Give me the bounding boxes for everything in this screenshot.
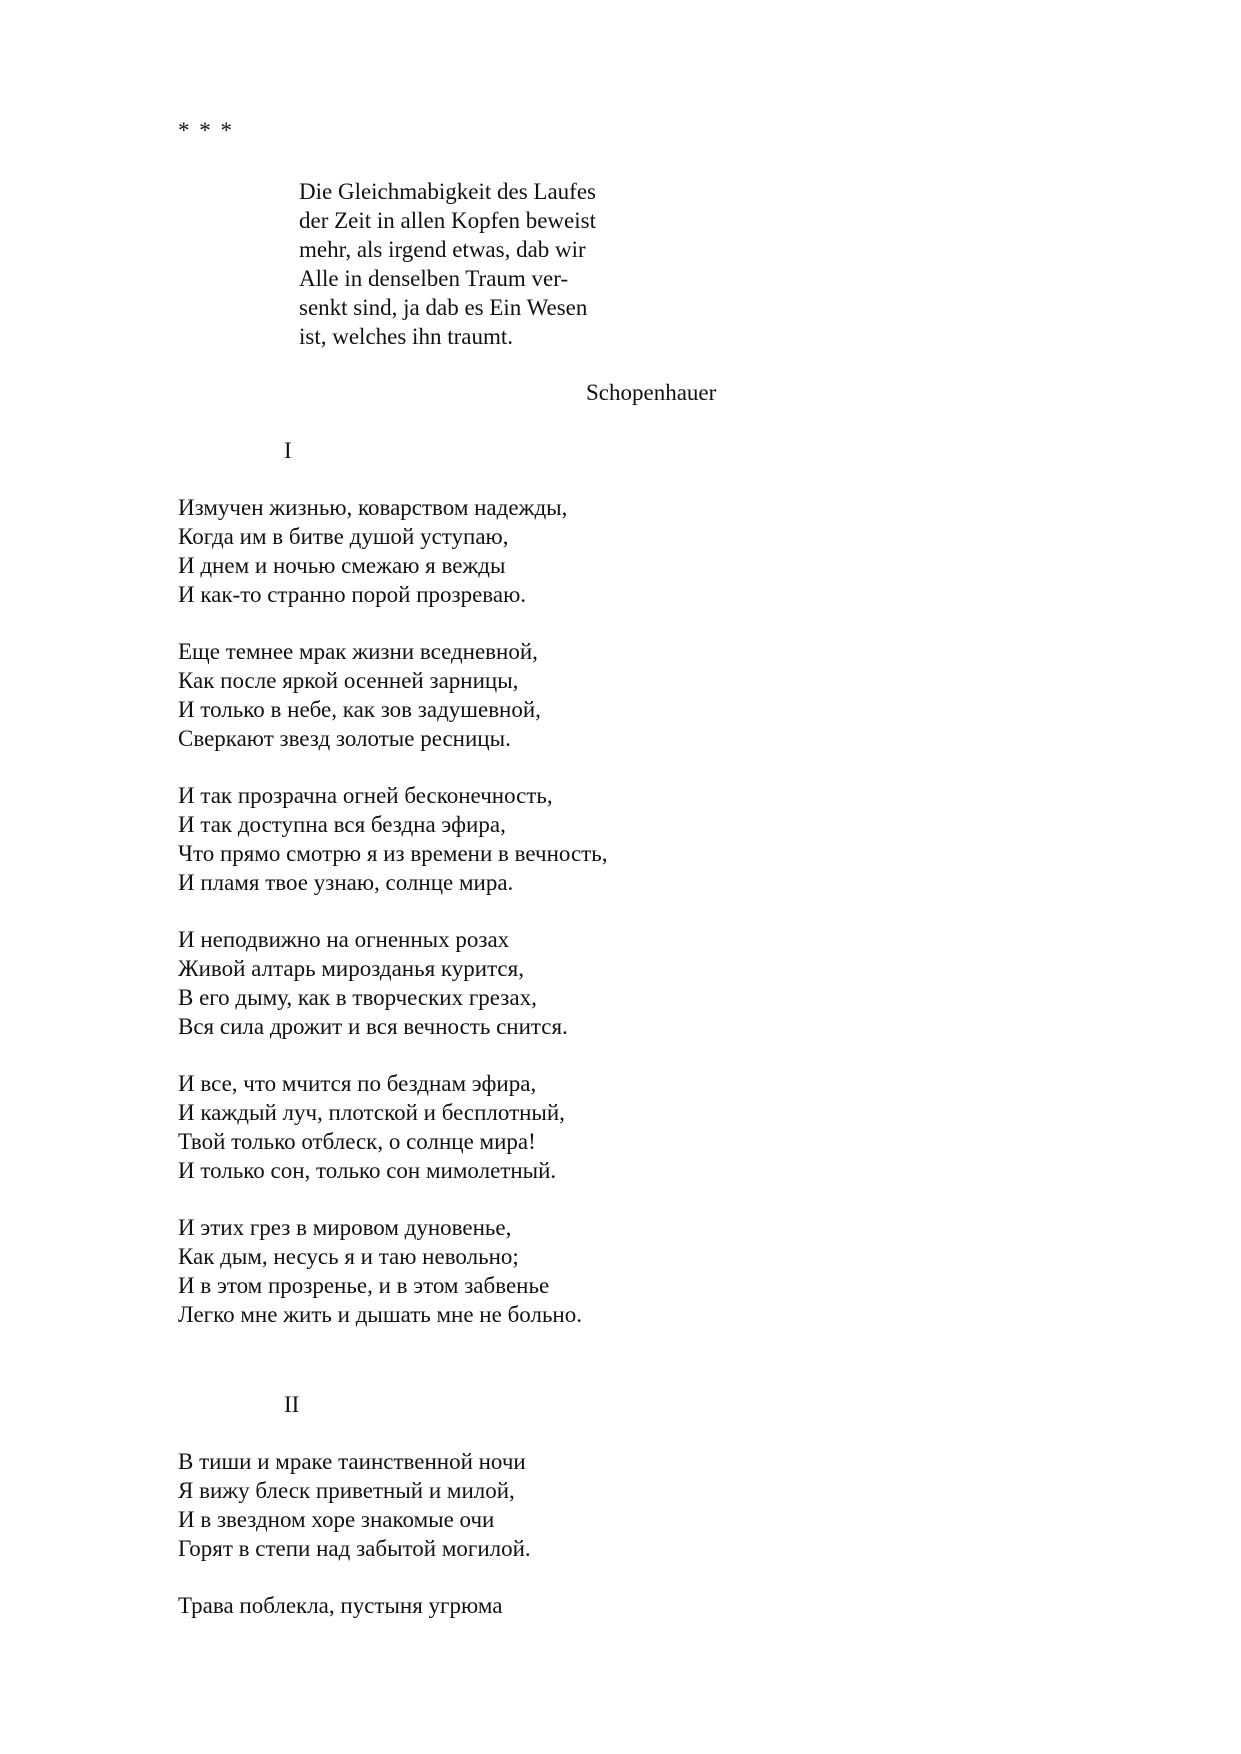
verse-line: И каждый луч, плотской и бесплотный, [178,1100,565,1125]
epigraph-line: mehr, als irgend etwas, dab wir [299,237,586,262]
verse-line: Измучен жизнью, коварством надежды, [178,495,568,520]
verse-line: Сверкают звезд золотые ресницы. [178,726,511,751]
verse-line: И неподвижно на огненных розах [178,927,510,952]
verse-line: И только сон, только сон мимолетный. [178,1158,557,1183]
epigraph-line: ist, welches ihn traumt. [299,324,513,349]
verse-line: И этих грез в мировом дуновенье, [178,1215,512,1240]
stanza [178,1591,502,1620]
verse-line: Что прямо смотрю я из времени в вечность, [178,841,608,866]
stanza [178,1213,582,1329]
epigraph-line: Die Gleichmabigkeit des Laufes [299,179,596,204]
epigraph-line: senkt sind, ja dab es Ein Wesen [299,295,588,320]
verse-line: Как после яркой осенней зарницы, [178,668,519,693]
verse-line: Я вижу блеск приветный и милой, [178,1478,515,1503]
verse-line: И так доступна вся бездна эфира, [178,812,506,837]
epigraph-line: Alle in denselben Traum ver- [299,266,569,291]
verse-line: Трава поблекла, пустыня угрюма [178,1593,503,1618]
stanza [178,781,607,897]
verse-line: Когда им в битве душой уступаю, [178,524,509,549]
stanza [178,493,567,609]
verse-line: Твой только отблеск, о солнце мира! [178,1129,536,1154]
verse-line: Легко мне жить и дышать мне не больно. [178,1302,582,1327]
verse-line: Горят в степи над забытой могилой. [178,1536,531,1561]
verse-line: И как-то странно порой прозреваю. [178,582,527,607]
verse-line: И пламя твое узнаю, солнце мира. [178,870,514,895]
epigraph-author: Schopenhauer [586,380,717,405]
verse-line: Вся сила дрожит и вся вечность снится. [178,1014,568,1039]
verse-line: И все, что мчится по безднам эфира, [178,1071,537,1096]
verse-line: И в этом прозренье, и в этом забвенье [178,1273,550,1298]
verse-line: И днем и ночью смежаю я вежды [178,553,506,578]
stanza [178,637,541,753]
verse-line: Еще темнее мрак жизни вседневной, [178,639,538,664]
epigraph [299,177,659,351]
verse-line: В его дыму, как в творческих грезах, [178,985,537,1010]
epigraph-line: der Zeit in allen Kopfen beweist [299,208,596,233]
verse-line: В тиши и мраке таинственной ночи [178,1449,526,1474]
section-separator: * * * [178,118,234,143]
verse-line: Живой алтарь мирозданья курится, [178,956,524,981]
stanza [178,1069,565,1185]
verse-line: И так прозрачна огней бесконечность, [178,783,553,808]
stanza [178,1447,531,1563]
part-number-2: II [284,1392,300,1417]
verse-line: Как дым, несусь я и таю невольно; [178,1244,519,1269]
stanza [178,925,568,1041]
verse-line: И только в небе, как зов задушевной, [178,697,541,722]
verse-line: И в звездном хоре знакомые очи [178,1507,495,1532]
part-number-1: I [284,438,292,463]
